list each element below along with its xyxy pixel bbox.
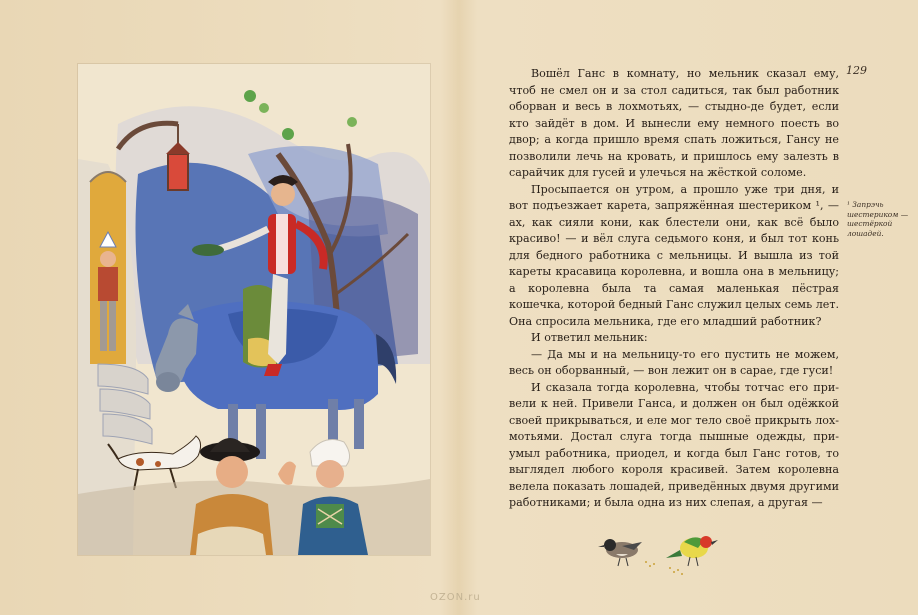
footnote: ¹ Запрэчь шестериком — шестёркой лошадей.: [847, 200, 909, 238]
paragraph: И ответил мельник:: [531, 331, 648, 344]
story-text: [509, 66, 839, 512]
page-number: 129: [846, 64, 867, 77]
paragraph: И сказала тогда королевна, чтобы тотчас его привели к ней. Привели Ганса, и должен он был одёжкой своей прикрываться, и еле мог тело своё прикрыть лохмотьями. Достал слуга тогда пышные одежды, приумыл работника, приодел, и когда был Ганс готов, то выглядел любого короля красивей. Затем королевна велела показать лошадей, приведённых двумя другими работниками; и была одна из них слепая, а другая —: [509, 380, 839, 509]
illustration-hans-on-horse: [78, 64, 430, 555]
watermark: OZON.ru: [430, 592, 481, 603]
paragraph: Просыпается он утром, а прошло уже три дня, и вот подъезжает карета, запряжённая шестериком ¹, — ах, как сияли кони, как блестели они, как всё было красиво! — и вёл слуга седьмого коня, и был тот конь для бедного работника с мельницы. И вышла из той кареты красавица королевна, и вошла она в мельницу; а королевна была та самая маленькая пёстрая кошечка, которой бедный Ганс служил целых семь лет. Она спросила мельника, где его младший работник?: [509, 182, 839, 328]
birds-illustration: [594, 528, 734, 580]
paragraph: — Да мы и на мельницу-то его пустить не можем, весь он оборванный, — вон лежит он в сарае, где гуси!: [509, 347, 839, 377]
paragraph: Вошёл Ганс в комнату, но мельник сказал ему, чтоб не смел он и за стол садиться, так был работник оборван и весь в лохмотьях, — стыдно-де будет, если кто зайдёт в дом. И вынесли ему немного поесть во двор; а когда пришло время спать ложиться, Гансу не позволили лечь на кровать, и пришлось ему залезть в сарайчик для гусей и улечься на жёсткой соломе.: [509, 67, 839, 179]
illustration-painting: [78, 64, 430, 555]
